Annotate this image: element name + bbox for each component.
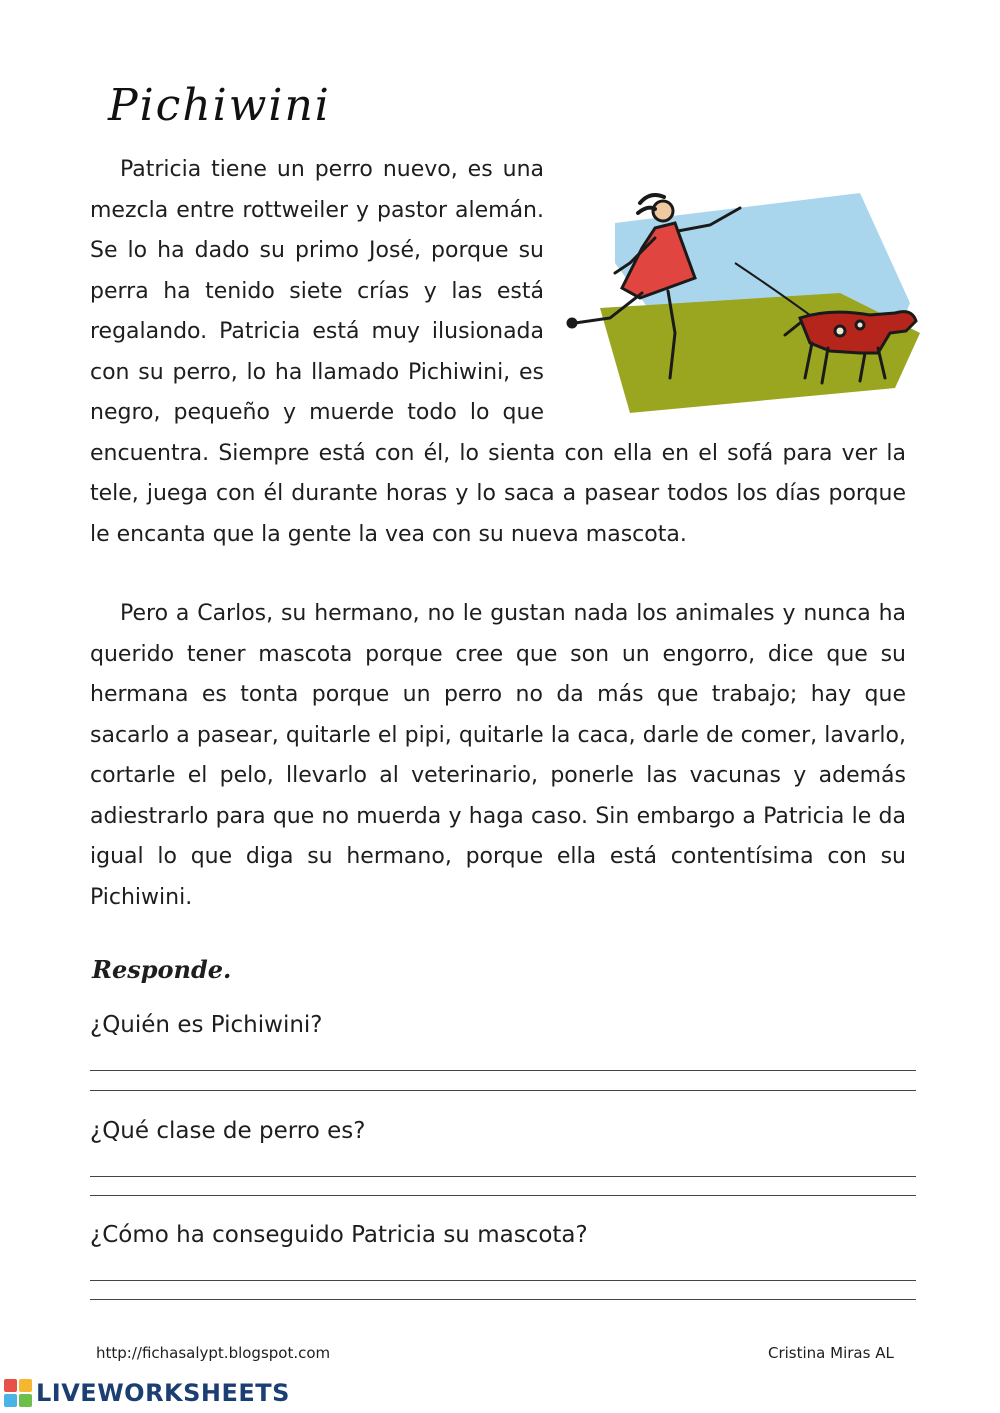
story-paragraph-2: Pero a Carlos, su hermano, no le gustan nada los animales y nunca ha querido tener mascota porque cree que son un engorro, dice que su hermana es tonta porque un perro no da más que trabajo; hay que sacarlo a pasear, quitarle el pipi, quitarle la caca, darle de comer, lavarlo, cortarle el pelo, llevarlo al veterinario, ponerle las vacunas y además adiestrarlo para que no muerda y haga caso. Sin embargo a Patricia le da igual lo que diga su hermano, porque ella está contentísima con su Pichiwini. (90, 601, 906, 910)
liveworksheets-logo-icon (4, 1379, 32, 1407)
liveworksheets-wordmark: LIVEWORKSHEETS (36, 1379, 290, 1407)
answer-line-2b[interactable] (90, 1195, 916, 1196)
answer-line-3b[interactable] (90, 1299, 916, 1300)
liveworksheets-brand (0, 1378, 290, 1408)
worksheet-title: Pichiwini (108, 80, 331, 131)
question-2: ¿Qué clase de perro es? (90, 1118, 366, 1144)
answer-line-2a[interactable] (90, 1176, 916, 1177)
footer-url: http://fichasalypt.blogspot.com (96, 1344, 331, 1362)
answer-line-1b[interactable] (90, 1090, 916, 1091)
exercise-heading: Responde. (92, 955, 232, 984)
story-paragraph-1-text: Patricia tiene un perro nuevo, es una mezcla entre rottweiler y pastor alemán. Se lo ha dado su primo José, porque su perra ha tenido siete crías y las está regalando. Patricia está muy ilusionada con su perro, lo ha llamado Pichiwini, es negro, pequeño y muerde todo lo que encuentra. Siempre está con él, lo sienta con ella en el sofá para ver la tele, juega con él durante horas y lo saca a pasear todos los días porque le encanta que la gente la vea con su nueva mascota. (90, 157, 906, 547)
answer-line-1a[interactable] (90, 1070, 916, 1071)
answer-line-3a[interactable] (90, 1280, 916, 1281)
footer-author: Cristina Miras AL (768, 1344, 894, 1362)
question-3: ¿Cómo ha conseguido Patricia su mascota? (90, 1222, 588, 1248)
girl-walking-dog-illustration (560, 183, 930, 418)
question-1: ¿Quién es Pichiwini? (90, 1012, 323, 1038)
